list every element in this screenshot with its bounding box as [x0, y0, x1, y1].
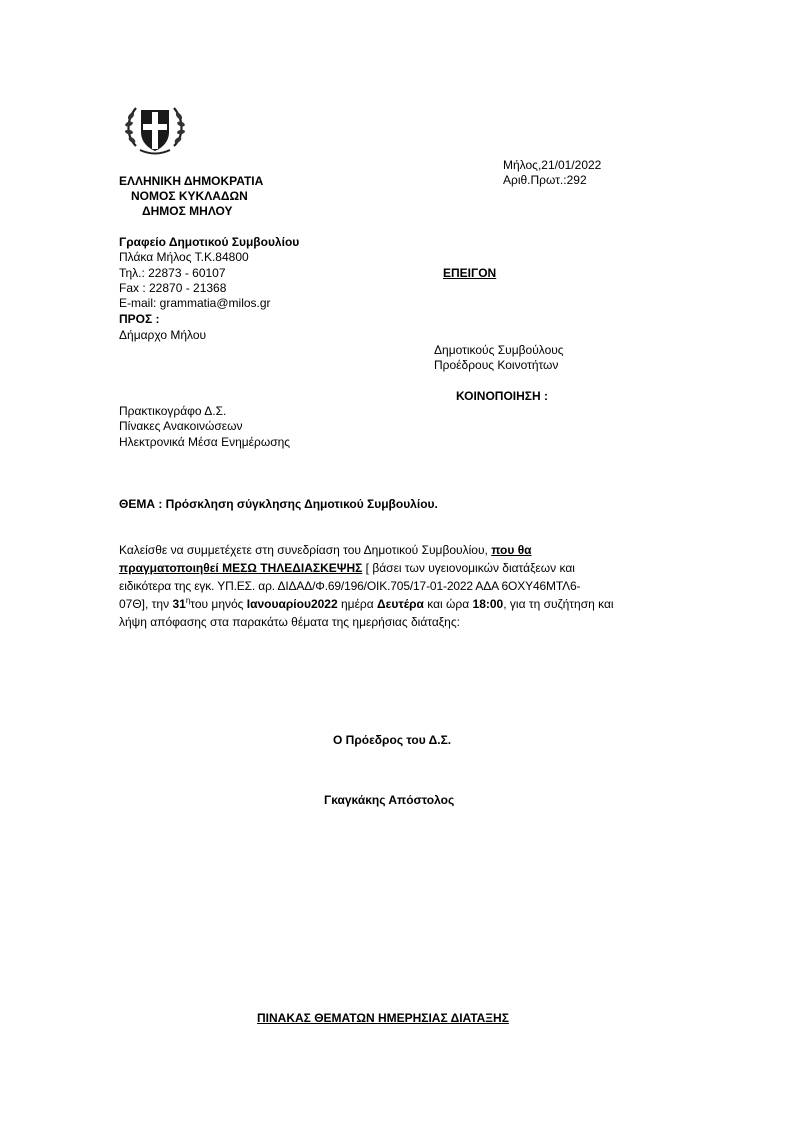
meeting-mode-emphasis: πραγματοποιηθεί ΜΕΣΩ ΤΗΛΕΔΙΑΣΚΕΨΗΣ [119, 561, 363, 575]
invitation-paragraph [119, 541, 675, 631]
paragraph-line: Καλείσθε να συμμετέχετε στη συνεδρίαση του Δημοτικού Συμβουλίου, που θα [119, 543, 532, 557]
urgent-label: ΕΠΕΙΓΟΝ [443, 266, 497, 280]
agenda-title: ΠΙΝΑΚΑΣ ΘΕΜΑΤΩΝ ΗΜΕΡΗΣΙΑΣ ΔΙΑΤΑΞΗΣ [257, 1011, 509, 1025]
meeting-time: 18:00 [472, 597, 504, 611]
cc-label: ΚΟΙΝΟΠΟΙΗΣΗ : [456, 389, 548, 403]
protocol-number: Αριθ.Πρωτ.:292 [503, 173, 587, 187]
paragraph-line: ειδικότερα της εγκ. ΥΠ.ΕΣ. αρ. ΔΙΔΑΔ/Φ.69/196/ΟΙΚ.705/17-01-2022 ΑΔΑ 6ΟΧΥ46ΜΤΛ6- [119, 579, 581, 593]
org-prefecture: ΝΟΜΟΣ ΚΥΚΛΑΔΩΝ [131, 189, 248, 203]
cc-recipient: Πρακτικογράφο Δ.Σ. [119, 404, 227, 418]
office-phone: Τηλ.: 22873 - 60107 [119, 266, 226, 280]
org-municipality: ΔΗΜΟΣ ΜΗΛΟΥ [142, 204, 233, 218]
paragraph-line: λήψη απόφασης στα παρακάτω θέματα της ημερήσιας διάταξης: [119, 615, 460, 629]
document-date: Μήλος,21/01/2022 [503, 158, 602, 172]
to-label: ΠΡΟΣ : [119, 312, 160, 326]
greek-coat-of-arms-icon [122, 102, 188, 158]
cc-recipient: Πίνακες Ανακοινώσεων [119, 419, 243, 433]
office-address: Πλάκα Μήλος Τ.Κ.84800 [119, 250, 249, 264]
to-recipient-councillors: Δημοτικούς Συμβούλους [434, 343, 564, 357]
office-fax: Fax : 22870 - 21368 [119, 281, 227, 295]
signature-name: Γκαγκάκης Απόστολος [324, 793, 455, 807]
meeting-mode-emphasis: που θα [491, 543, 532, 557]
org-country: ΕΛΛΗΝΙΚΗ ΔΗΜΟΚΡΑΤΙΑ [119, 174, 264, 188]
office-email: E-mail: grammatia@milos.gr [119, 296, 271, 310]
paragraph-line: 07Θ], την $31^\eta\tau o\upsilon$ μηνός Ιανουαρίου2022 ημέρα Δευτέρα και ώρα 18:00, για τη συζήτηση και [119, 596, 614, 611]
subject-line: ΘΕΜΑ : Πρόσκληση σύγκλησης Δημοτικού Συμβουλίου. [119, 497, 438, 511]
to-recipient-community-presidents: Προέδρους Κοινοτήτων [434, 358, 559, 372]
meeting-weekday: Δευτέρα [377, 597, 424, 611]
paragraph-line: πραγματοποιηθεί ΜΕΣΩ ΤΗΛΕΔΙΑΣΚΕΨΗΣ [ βάσει των υγειονομικών διατάξεων και [119, 561, 575, 575]
meeting-month: Ιανουαρίου2022 [246, 597, 338, 611]
cc-recipient: Ηλεκτρονικά Μέσα Ενημέρωσης [119, 435, 291, 449]
to-recipient-mayor: Δήμαρχο Μήλου [119, 328, 207, 342]
meeting-day: 31 [172, 597, 186, 611]
signature-title: Ο Πρόεδρος του Δ.Σ. [333, 733, 452, 747]
office-name: Γραφείο Δημοτικού Συμβουλίου [119, 235, 300, 249]
